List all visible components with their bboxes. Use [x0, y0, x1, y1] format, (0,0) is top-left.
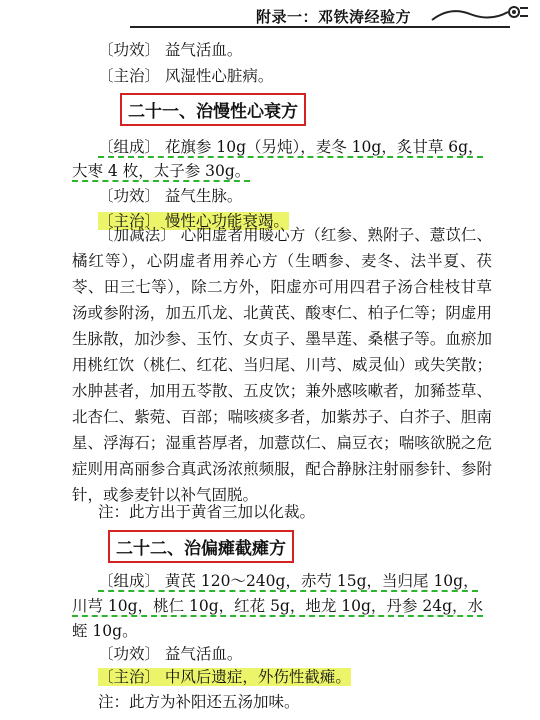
recipe22-composition-line2	[72, 596, 483, 616]
recipe22-note: 注：此方为补阳还五汤加味。	[98, 693, 300, 711]
recipe22-effect: 〔功效〕 益气活血。	[98, 645, 243, 663]
recipe21-composition-line2	[72, 161, 250, 181]
recipe22-composition-text1: 〔组成〕 黄芪 120～240g，赤芍 15g，当归尾 10g，	[98, 572, 479, 590]
scroll-ornament-icon	[430, 2, 530, 24]
recipe21-indication: 〔主治〕 慢性心功能衰竭。	[98, 212, 289, 230]
header-rule	[130, 26, 510, 28]
page-header	[0, 0, 540, 30]
recipe21-composition-text2: 大枣 4 枚，太子参 30g。	[72, 162, 251, 180]
top-effect: 〔功效〕 益气活血。	[98, 41, 243, 59]
recipe22-composition-text2: 川芎 10g，桃仁 10g，红花 5g，地龙 10g，丹参 24g，水	[72, 597, 484, 615]
recipe21-modification: 〔加减法〕 心阳虚者用暖心方（红参、熟附子、薏苡仁、橘红等），心阴虚者用养心方（生晒参、麦冬、法半夏、茯苓、田三七等），除二方外，阳虚亦可用四君子汤合桂枝甘草汤或参附汤，加五爪龙、北黄芪、酸枣仁、柏子仁等；阴虚用生脉散，加沙参、玉竹、女贞子、墨旱莲、桑椹子等。血瘀加用桃红饮（桃仁、红花、当归尾、川芎、威灵仙）或失笑散；水肿甚者，加用五苓散、五皮饮；兼外感咳嗽者，加豨莶草、北杏仁、紫菀、百部；喘咳痰多者，加紫苏子、白芥子、胆南星、浮海石；湿重苔厚者，加薏苡仁、扁豆衣；喘咳欲脱之危症则用高丽参合真武汤浓煎频服，配合静脉注射丽参针、参附针，或参麦针以补气固脱。	[72, 226, 492, 504]
recipe21-composition-text1: 〔组成〕 花旗参 10g（另炖），麦冬 10g，炙甘草 6g，	[98, 138, 484, 156]
recipe21-note: 注：此方出于黄省三加以化裁。	[98, 503, 316, 521]
recipe22-indication-line	[98, 667, 351, 687]
recipe22-indication: 〔主治〕 中风后遗症，外伤性截瘫。	[98, 668, 351, 686]
recipe22-heading: 二十二、治偏瘫截瘫方	[108, 530, 294, 563]
recipe21-heading: 二十一、治慢性心衰方	[120, 93, 306, 126]
header-title: 附录一：邓铁涛经验方	[256, 8, 412, 26]
recipe22-composition-line3: 蛭 10g。	[72, 622, 138, 640]
recipe22-composition-line1	[98, 571, 479, 591]
recipe21-effect: 〔功效〕 益气生脉。	[98, 187, 243, 205]
top-indication: 〔主治〕 风湿性心脏病。	[98, 67, 274, 85]
recipe21-composition-line1	[98, 137, 484, 157]
